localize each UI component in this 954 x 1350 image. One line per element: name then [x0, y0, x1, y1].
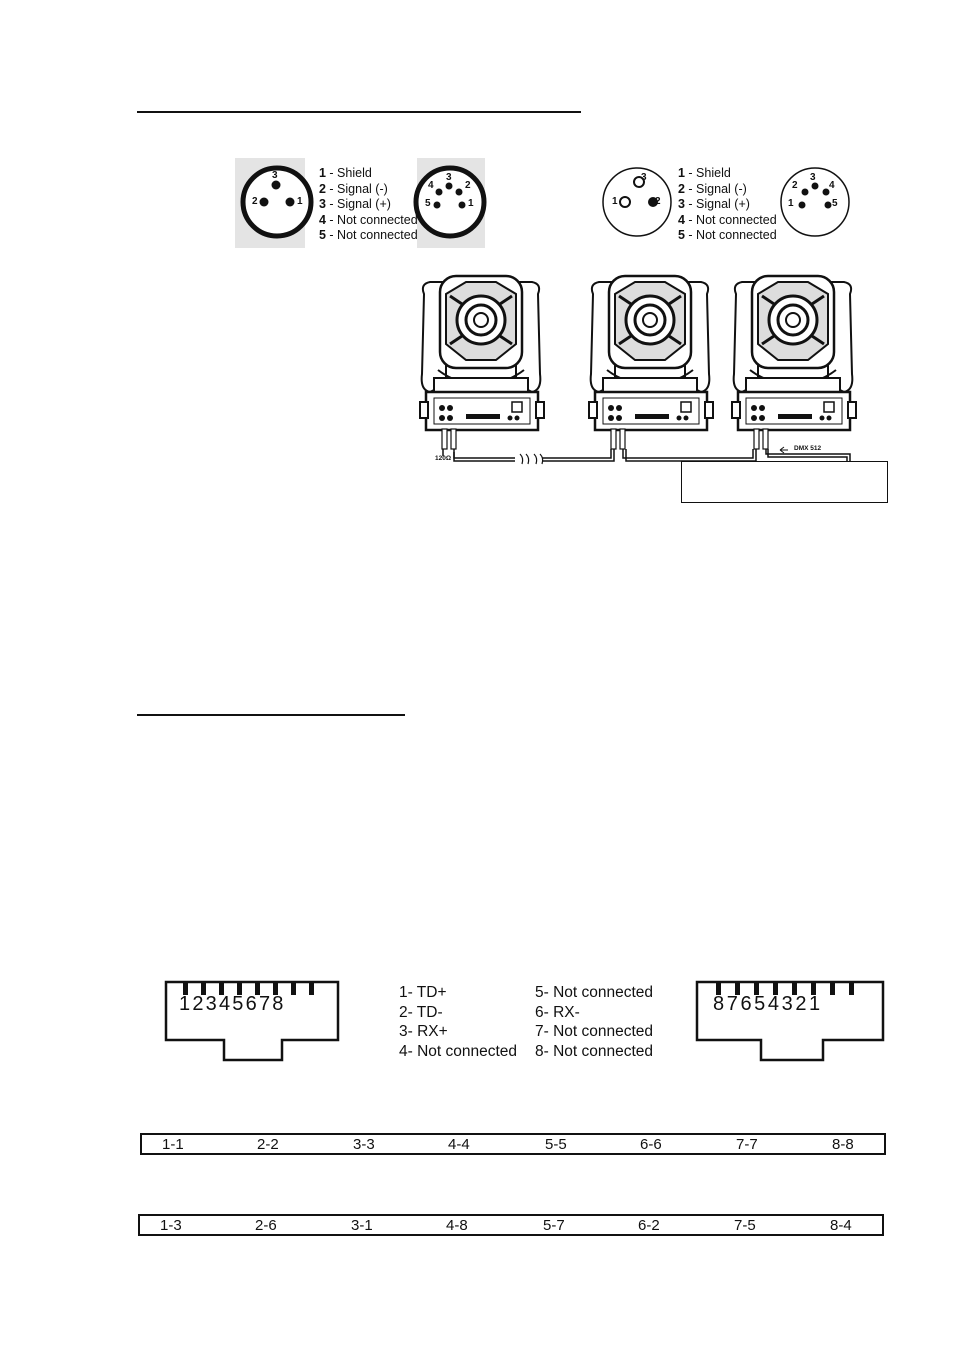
xlr5-male-pin-1: 1: [468, 198, 474, 209]
list-item: 6- RX-: [535, 1003, 580, 1021]
table-cell: 5-7: [543, 1217, 565, 1234]
table-cell: 3-1: [351, 1217, 373, 1234]
list-item: 4- Not connected: [399, 1042, 518, 1060]
xlr5-male-pin-5: 5: [425, 198, 431, 209]
rj45-right-pin-numbers: 87654321: [713, 993, 823, 1015]
straight-cable-table: [140, 1133, 886, 1155]
table-cell: 3-3: [353, 1136, 375, 1153]
list-item: 8- Not connected: [535, 1042, 654, 1060]
rj45-left-outline-icon: [164, 977, 340, 1063]
list-item: 4 - Not connected: [678, 212, 777, 227]
xlr-right-pin-list: [678, 166, 777, 244]
xlr3-male-pin-3: 3: [272, 170, 278, 181]
table-cell: 7-7: [736, 1136, 758, 1153]
list-item: 1 - Shield: [319, 166, 372, 180]
xlr5-male-pin-4: 4: [428, 180, 434, 191]
list-item: 2- TD-: [399, 1003, 443, 1021]
rj45-right-connector: [695, 977, 885, 1063]
table-cell: 5-5: [545, 1136, 567, 1153]
xlr3-female-pin-2: 2: [655, 196, 661, 207]
section-rule-ethernet: [137, 714, 405, 716]
table-cell: 2-2: [257, 1136, 279, 1153]
dmx-chain-figure: [410, 268, 880, 468]
section-rule-dmx: [137, 111, 581, 113]
list-item: 1- TD+: [399, 984, 447, 1001]
table-cell: 1-3: [160, 1217, 182, 1234]
xlr5-female-pin-3: 3: [810, 172, 816, 183]
list-item: 3 - Signal (+): [319, 197, 391, 211]
table-cell: 6-2: [638, 1217, 660, 1234]
xlr5-male-pin-3: 3: [446, 172, 452, 183]
list-item: 3 - Signal (+): [678, 197, 750, 211]
rj45-pin-list-col2: [535, 983, 653, 1061]
rj45-right-outline-icon: [695, 977, 885, 1063]
xlr3-female-pin-1: 1: [612, 196, 618, 207]
list-item: 2 - Signal (-): [319, 181, 388, 196]
rj45-left-connector: [164, 977, 340, 1063]
crossover-cable-table: [138, 1214, 884, 1236]
xlr3-female-pin-3: 3: [641, 172, 647, 183]
list-item: 7- Not connected: [535, 1023, 654, 1040]
rj45-pin-list-col1: [399, 983, 517, 1061]
moving-head-chain-svg: [410, 268, 880, 468]
table-cell: 6-6: [640, 1136, 662, 1153]
list-item: 1 - Shield: [678, 166, 731, 180]
xlr5-female-pin-2: 2: [792, 180, 798, 191]
rj45-left-pin-numbers: 12345678: [179, 993, 286, 1015]
list-item: 2 - Signal (-): [678, 181, 747, 196]
table-cell: 8-8: [832, 1136, 854, 1153]
dmx-input-label: DMX 512: [794, 445, 822, 452]
table-cell: 1-1: [162, 1136, 184, 1153]
table-cell: 4-8: [446, 1217, 468, 1234]
terminator-label: 120Ω: [435, 455, 452, 462]
table-cell: 8-4: [830, 1217, 852, 1234]
xlr5-female-pin-1: 1: [788, 198, 794, 209]
table-cell: 4-4: [448, 1136, 470, 1153]
dmx-label-box: [681, 461, 888, 503]
list-item: 3- RX+: [399, 1023, 448, 1040]
xlr-left-pin-list: [319, 166, 418, 244]
table-cell: 7-5: [734, 1217, 756, 1234]
xlr3-male-pin-1: 1: [297, 196, 303, 207]
list-item: 5 - Not connected: [678, 228, 777, 242]
list-item: 5 - Not connected: [319, 228, 418, 242]
xlr3-male-pin-2: 2: [252, 196, 258, 207]
xlr5-male-pin-2: 2: [465, 180, 471, 191]
xlr5-female-pin-5: 5: [832, 198, 838, 209]
list-item: 4 - Not connected: [319, 212, 418, 227]
xlr5-female-pin-4: 4: [829, 180, 835, 191]
list-item: 5- Not connected: [535, 984, 654, 1001]
table-cell: 2-6: [255, 1217, 277, 1234]
